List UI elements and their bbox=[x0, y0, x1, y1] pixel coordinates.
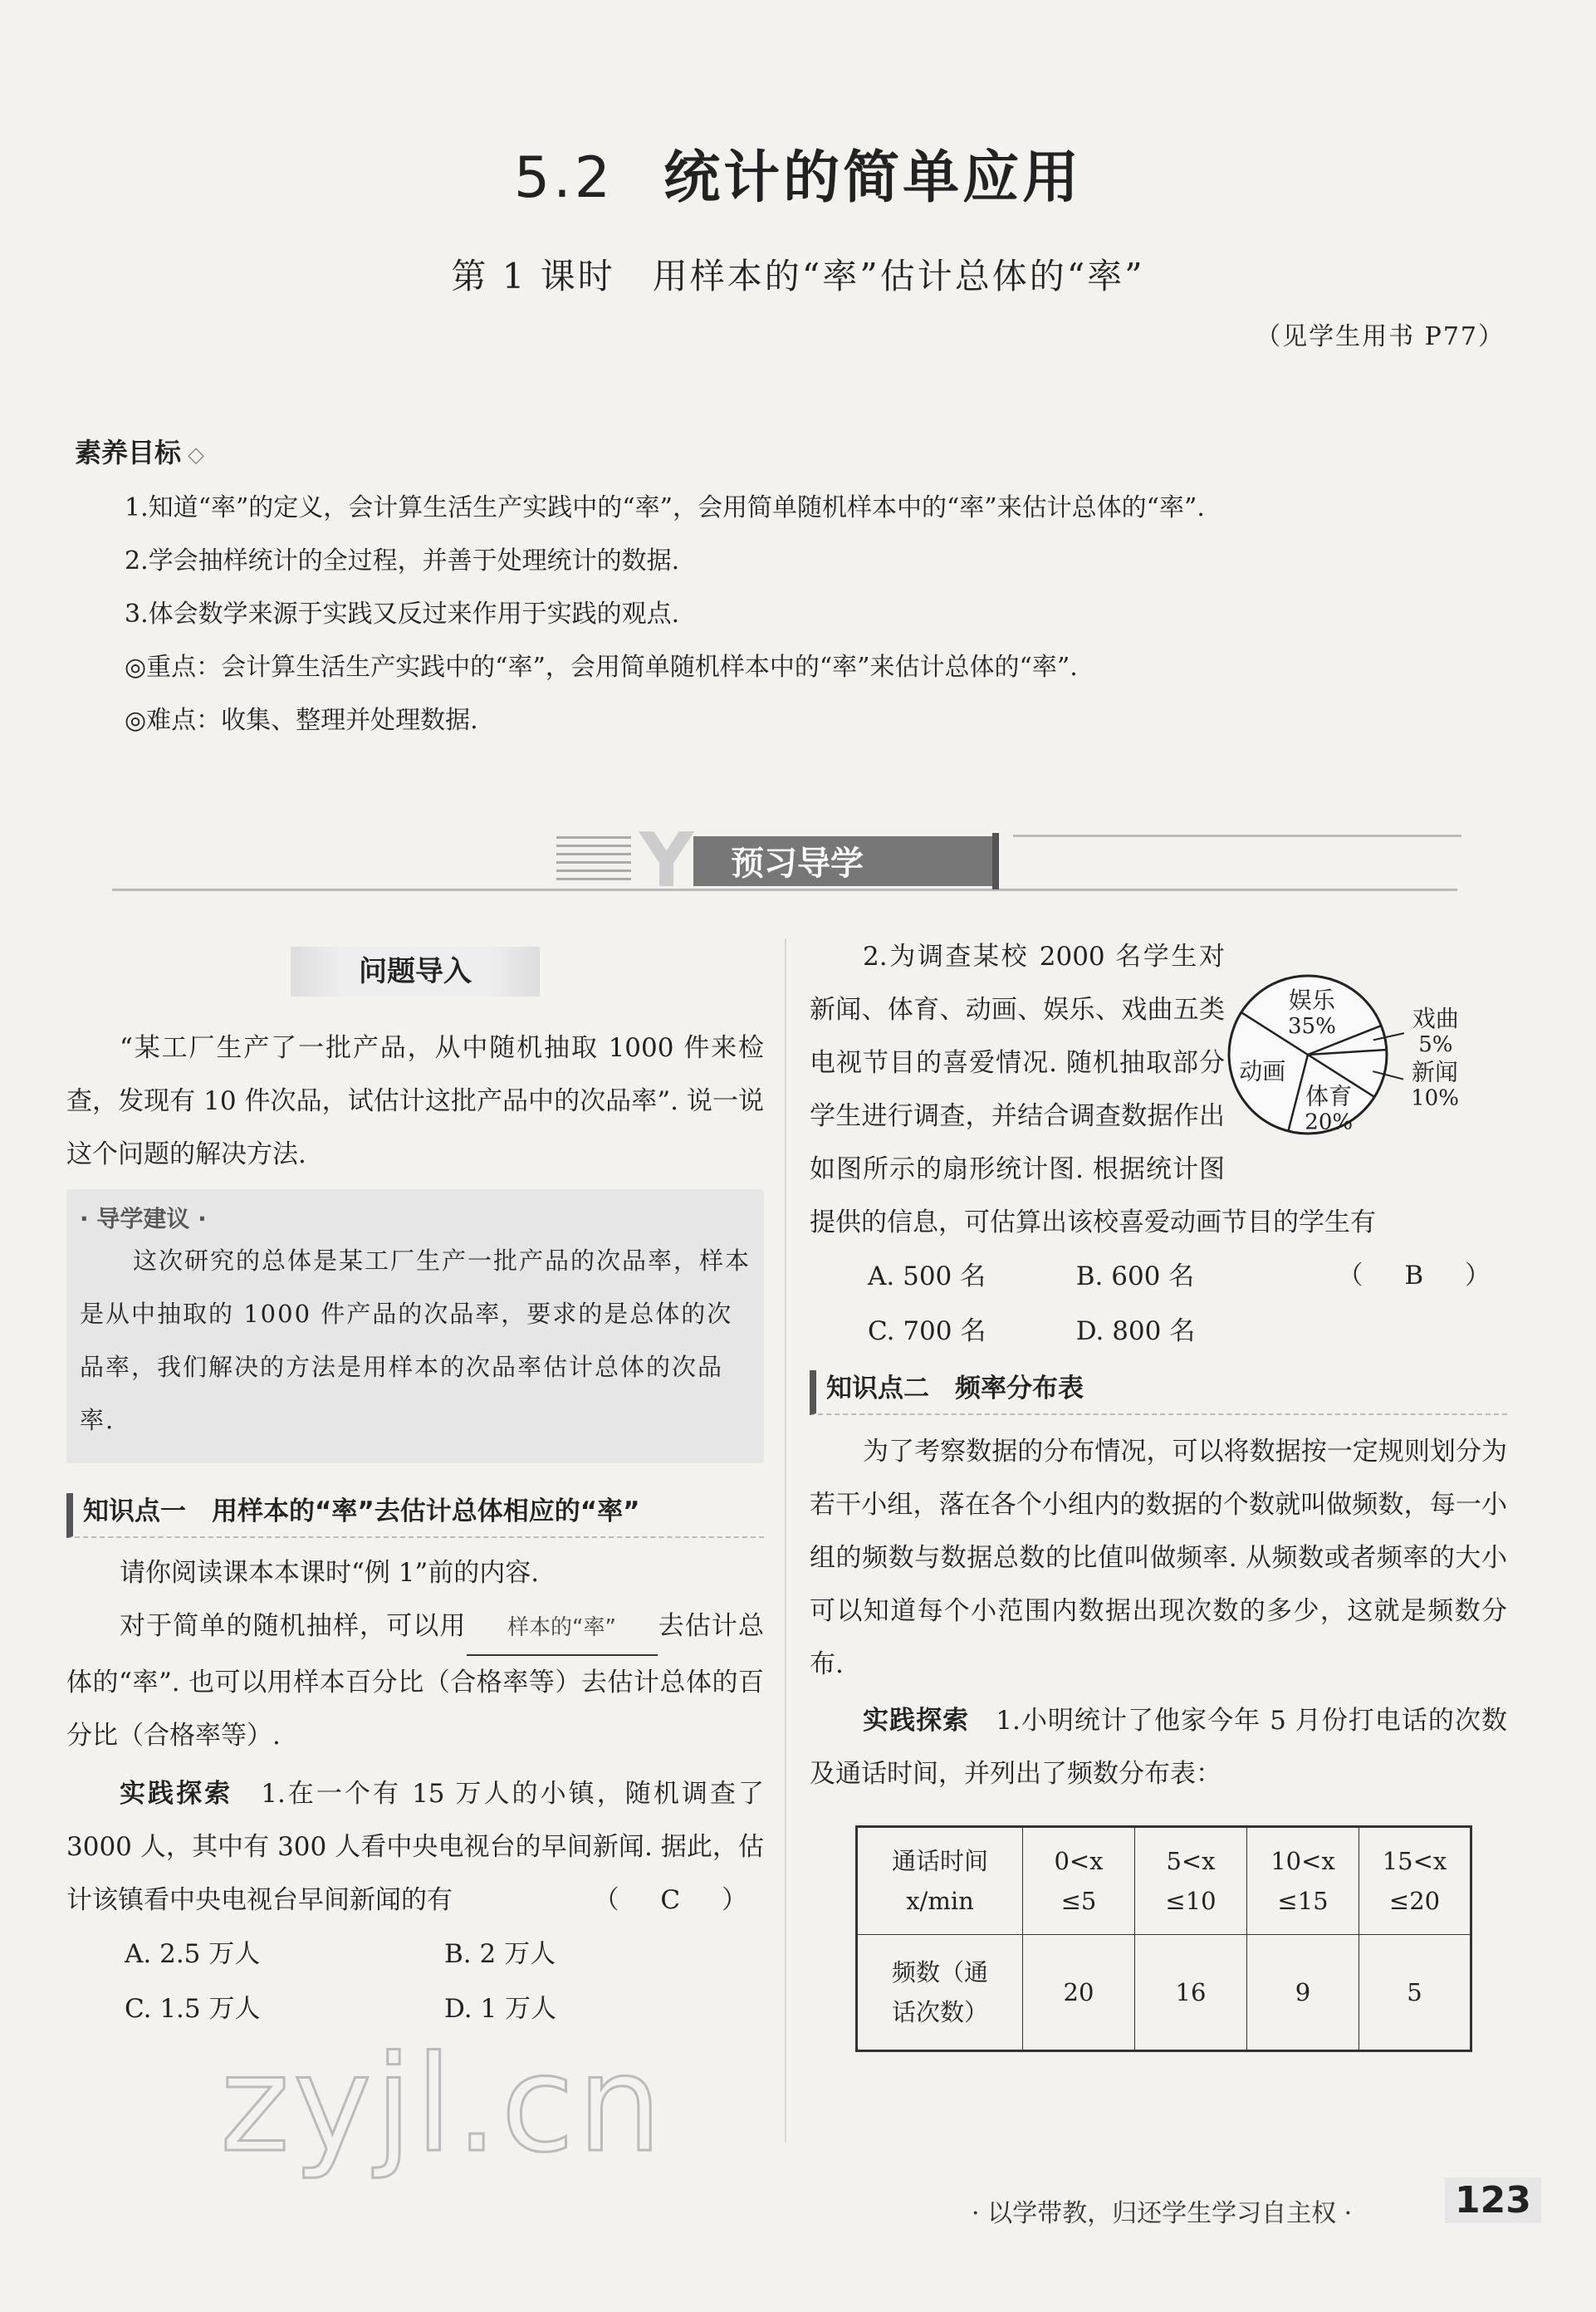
pie-slice-value: 35% bbox=[1288, 1013, 1336, 1039]
goal-keypoint: ◎重点：会计算生活生产实践中的“率”，会用简单随机样本中的“率”来估计总体的“率”. bbox=[125, 653, 1078, 682]
pie-slice-label: 戏曲 bbox=[1412, 1004, 1459, 1032]
interval-upper: ≤5 bbox=[1060, 1887, 1097, 1915]
interval-upper: ≤20 bbox=[1388, 1887, 1441, 1915]
intro-text: “某工厂生产了一批产品，从中随机抽取 1000 件来检查，发现有 10 件次品，试估计这批产品中的次品率”. 说一说这个问题的解决方法. bbox=[66, 1033, 764, 1169]
goals-list bbox=[125, 482, 1520, 747]
diamond-icon: ◇ bbox=[188, 443, 205, 468]
question-1 bbox=[66, 1767, 764, 1927]
watermark: zyjl.cn bbox=[220, 2026, 665, 2182]
question-2-answer: （ B ） bbox=[1337, 1261, 1507, 1291]
interval-lower: 5<x bbox=[1166, 1847, 1216, 1875]
tip-text: 这次研究的总体是某工厂生产一批产品的次品率，样本是从中抽取的 1000 件产品的次品率，要求的是总体的次品率，我们解决的方法是用样本的次品率估计总体的次品率. bbox=[80, 1247, 751, 1434]
interval-upper: ≤15 bbox=[1277, 1887, 1329, 1915]
kp1-text-a: 对于简单的随机抽样，可以用 bbox=[120, 1611, 467, 1641]
lesson-title: 第 1 课时 用样本的“率”估计总体的“率” bbox=[451, 256, 1145, 296]
table-count: 16 bbox=[1135, 1935, 1247, 2051]
page-number: 123 bbox=[1445, 2177, 1541, 2223]
option-c: C. 1.5 万人 bbox=[125, 1994, 261, 2024]
footer-motto: · 以学带教，归还学生学习自主权 · bbox=[972, 2199, 1353, 2228]
table-header-line: x/min bbox=[906, 1887, 974, 1915]
table-header-line: 频数（通 bbox=[891, 1958, 988, 1986]
banner-stripes bbox=[556, 836, 631, 880]
column-divider bbox=[785, 938, 786, 2143]
left-column bbox=[66, 930, 764, 2036]
interval-lower: 10<x bbox=[1270, 1847, 1335, 1875]
practice-label: 实践探索 bbox=[863, 1706, 970, 1736]
table-row bbox=[857, 1827, 1471, 1935]
frequency-table bbox=[855, 1825, 1472, 2052]
table-interval bbox=[1135, 1827, 1247, 1935]
intro-heading: 问题导入 bbox=[291, 947, 540, 997]
table-interval bbox=[1359, 1827, 1471, 1935]
pie-slice-label: 娱乐 bbox=[1288, 986, 1335, 1014]
goals-heading bbox=[75, 432, 204, 470]
question-2-options bbox=[810, 1249, 1285, 1359]
banner-letter: Y bbox=[639, 826, 694, 893]
kp1-text-b: 去估计总体的“率”. 也可以用样本百分比（合格率等）去估计总体的百分比（合格率等）. bbox=[66, 1611, 765, 1751]
tip-box bbox=[66, 1189, 764, 1463]
option-c: C. 700 名 bbox=[868, 1316, 986, 1346]
banner-label: 预习导学 bbox=[731, 845, 864, 883]
question-2-body: 2.为调查某校 2000 名学生对新闻、体育、动画、娱乐、戏曲五类电视节目的喜爱情况. 随机抽取部分学生进行调查，并结合调查数据作出如图所示的扇形统计图. 根据统计图提供的信息，可估算出该校喜爱动画节目的学生有 bbox=[810, 942, 1376, 1237]
goal-item: 2.学会抽样统计的全过程，并善于处理统计的数据. bbox=[125, 546, 680, 576]
pie-slice-label: 新闻 bbox=[1412, 1058, 1459, 1086]
pie-slice-label: 动画 bbox=[1239, 1057, 1286, 1085]
table-interval bbox=[1247, 1827, 1359, 1935]
interval-upper: ≤10 bbox=[1165, 1887, 1217, 1915]
kp1-text bbox=[66, 1599, 764, 1762]
practice-label: 实践探索 bbox=[120, 1779, 233, 1809]
goal-item: 3.体会数学来源于实践又反过来作用于实践的观点. bbox=[125, 600, 680, 629]
option-d: D. 800 名 bbox=[1075, 1316, 1196, 1346]
right-column bbox=[810, 930, 1507, 2052]
table-header-count bbox=[857, 1935, 1023, 2051]
pie-slice-label: 体育 bbox=[1305, 1082, 1353, 1110]
knowledge-point-2-heading: 知识点二 频率分布表 bbox=[810, 1370, 1507, 1415]
banner-edge bbox=[992, 833, 999, 889]
table-count: 9 bbox=[1247, 1935, 1359, 2051]
kp2-text: 为了考察数据的分布情况，可以将数据按一定规则划分为若干小组，落在各个小组内的数据的个数就叫做频数，每一小组的频数与数据总数的比值叫做频率. 从频数或者频率的大小可以知道每个小范围内数据出现次数的多少，这就是频数分布. bbox=[810, 1437, 1507, 1679]
section-title bbox=[0, 133, 1596, 213]
option-b: B. 2 万人 bbox=[444, 1939, 556, 1969]
table-header-line: 通话时间 bbox=[891, 1847, 988, 1875]
knowledge-point-1-heading: 知识点一 用样本的“率”去估计总体相应的“率” bbox=[66, 1493, 764, 1538]
pie-slice-value: 5% bbox=[1418, 1031, 1453, 1057]
banner-divider-right bbox=[1013, 835, 1461, 837]
question-3 bbox=[810, 1694, 1507, 1800]
pie-slice-value: 20% bbox=[1305, 1109, 1354, 1135]
option-a: A. 500 名 bbox=[868, 1261, 986, 1291]
goal-difficulty: ◎难点：收集、整理并处理数据. bbox=[125, 706, 478, 735]
tip-label: · 导学建议 · bbox=[80, 1205, 207, 1232]
goal-item: 1.知道“率”的定义，会计算生活生产实践中的“率”，会用简单随机样本中的“率”来估计总体的“率”. bbox=[125, 493, 1205, 522]
kp1-read-instruction: 请你阅读课本本课时“例 1”前的内容. bbox=[120, 1558, 540, 1588]
section-number: 5.2 bbox=[513, 145, 614, 211]
option-d: D. 1 万人 bbox=[444, 1994, 557, 2024]
table-count: 5 bbox=[1359, 1935, 1471, 2051]
question-3-text: 1.小明统计了他家今年 5 月份打电话的次数及通话时间，并列出了频数分布表： bbox=[810, 1706, 1508, 1789]
option-b: B. 600 名 bbox=[1075, 1261, 1195, 1291]
table-header-line: 话次数） bbox=[891, 1998, 988, 2026]
option-a: A. 2.5 万人 bbox=[125, 1939, 261, 1969]
table-header-time bbox=[857, 1827, 1023, 1935]
kp1-fill-answer: 样本的“率” bbox=[467, 1601, 658, 1656]
section-title-text: 统计的简单应用 bbox=[663, 144, 1083, 211]
interval-lower: 0<x bbox=[1054, 1847, 1104, 1875]
question-1-answer: （ C ） bbox=[593, 1885, 764, 1915]
interval-lower: 15<x bbox=[1382, 1847, 1447, 1875]
table-interval bbox=[1023, 1827, 1135, 1935]
question-1-options bbox=[66, 1927, 764, 2036]
pie-chart bbox=[1225, 955, 1507, 1171]
table-row bbox=[857, 1935, 1471, 2051]
pie-slice-value: 10% bbox=[1411, 1085, 1459, 1111]
table-count: 20 bbox=[1023, 1935, 1135, 2051]
section-banner bbox=[548, 826, 1013, 893]
book-reference: （见学生用书 P77） bbox=[1256, 322, 1505, 351]
goals-heading-text: 素养目标 bbox=[75, 437, 182, 468]
question-1-text: 1.在一个有 15 万人的小镇，随机调查了 3000 人，其中有 300 人看中央电视台的早间新闻. 据此，估计该镇看中央电视台早间新闻的有 bbox=[66, 1779, 765, 1915]
